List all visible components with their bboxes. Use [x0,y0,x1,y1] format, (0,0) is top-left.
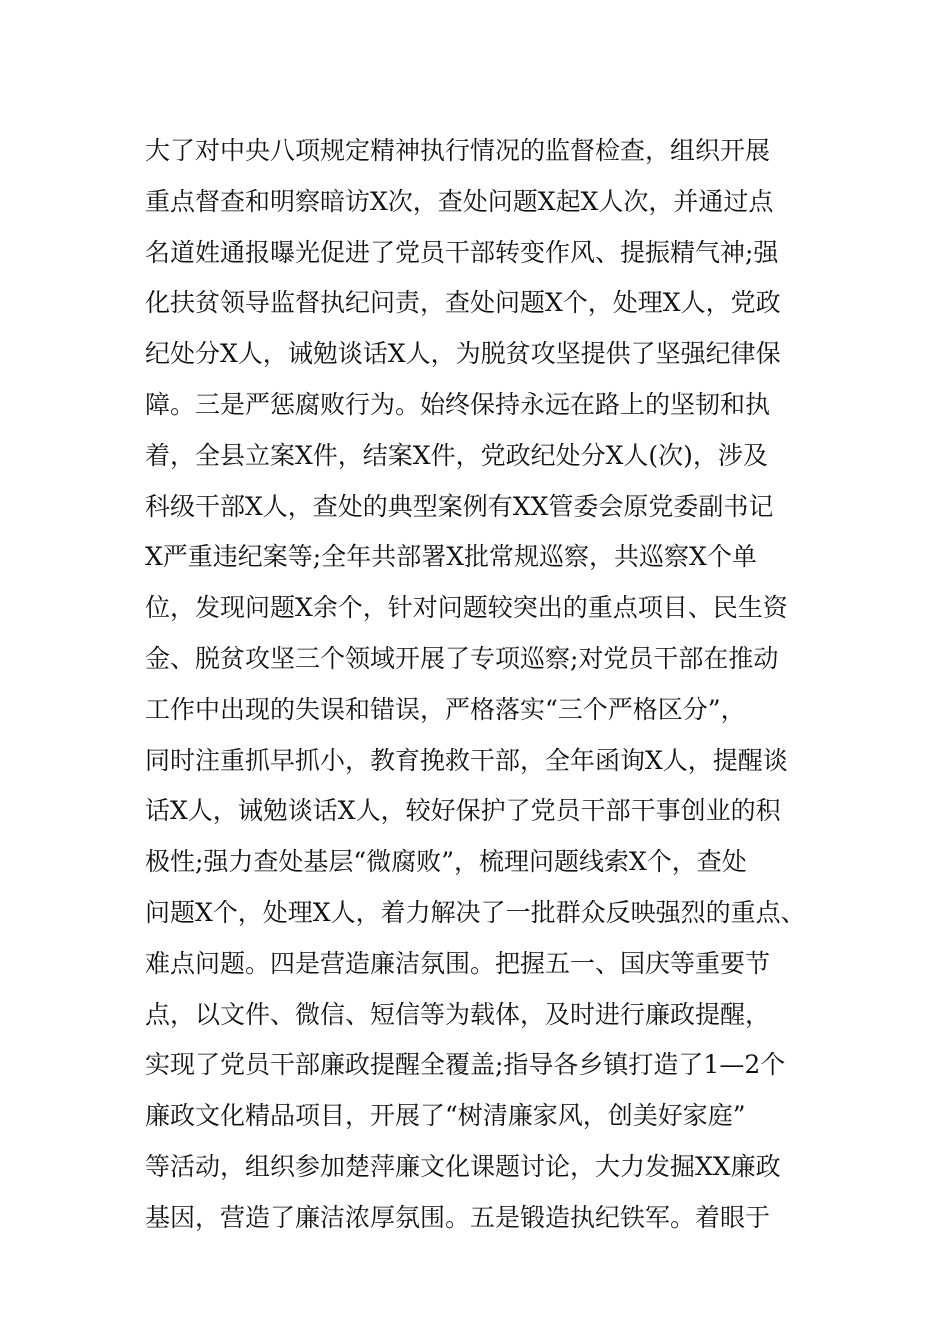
text-line: 着，全县立案X件，结案X件，党政纪处分X人(次)，涉及 [145,440,768,470]
text-line: 金、脱贫攻坚三个领域开展了专项巡察;对党员干部在推动 [145,643,779,673]
text-line: 难点问题。四是营造廉洁氛围。把握五一、国庆等重要节 [145,948,771,978]
text-line: 化扶贫领导监督执纪问责，查处问题X个，处理X人，党政 [145,288,781,318]
text-line: 位，发现问题X余个，针对问题较突出的重点项目、民生资 [145,593,788,623]
text-line: 科级干部X人，查处的典型案例有XX管委会原党委副书记 [145,491,774,521]
text-line: 实现了党员干部廉政提醒全覆盖;指导各乡镇打造了1—2个 [145,1050,786,1080]
text-line: 基因，营造了廉洁浓厚氛围。五是锻造执纪铁军。着眼于 [145,1202,771,1232]
text-line: 重点督查和明察暗访X次，查处问题X起X人次，并通过点 [145,186,774,216]
text-line: 问题X个，处理X人，着力解决了一批群众反映强烈的重点、 [145,897,806,927]
text-line: 廉政文化精品项目，开展了“树清廉家风，创美好家庭” [145,1101,746,1131]
text-line: X严重违纪案等;全年共部署X批常规巡察，共巡察X个单 [145,542,757,572]
text-line: 名道姓通报曝光促进了党员干部转变作风、提振精气神;强 [145,237,779,267]
text-line: 同时注重抓早抓小，教育挽救干部，全年函询X人，提醒谈 [145,745,788,775]
text-line: 纪处分X人，诫勉谈话X人，为脱贫攻坚提供了坚强纪律保 [145,339,781,369]
text-line: 工作中出现的失误和错误，严格落实“三个严格区分”， [145,694,746,724]
text-line: 点，以文件、微信、短信等为载体，及时进行廉政提醒， [145,999,771,1029]
text-line: 极性;强力查处基层“微腐败”，梳理问题线索X个，查处 [145,847,747,877]
body-text [145,126,835,1244]
text-line: 大了对中央八项规定精神执行情况的监督检查，组织开展 [145,136,771,165]
text-line: 障。三是严惩腐败行为。始终保持永远在路上的坚韧和执 [145,389,771,419]
text-line: 等活动，组织参加楚萍廉文化课题讨论，大力发掘XX廉政 [145,1151,781,1181]
text-line: 话X人，诫勉谈话X人，较好保护了党员干部干事创业的积 [145,796,781,826]
